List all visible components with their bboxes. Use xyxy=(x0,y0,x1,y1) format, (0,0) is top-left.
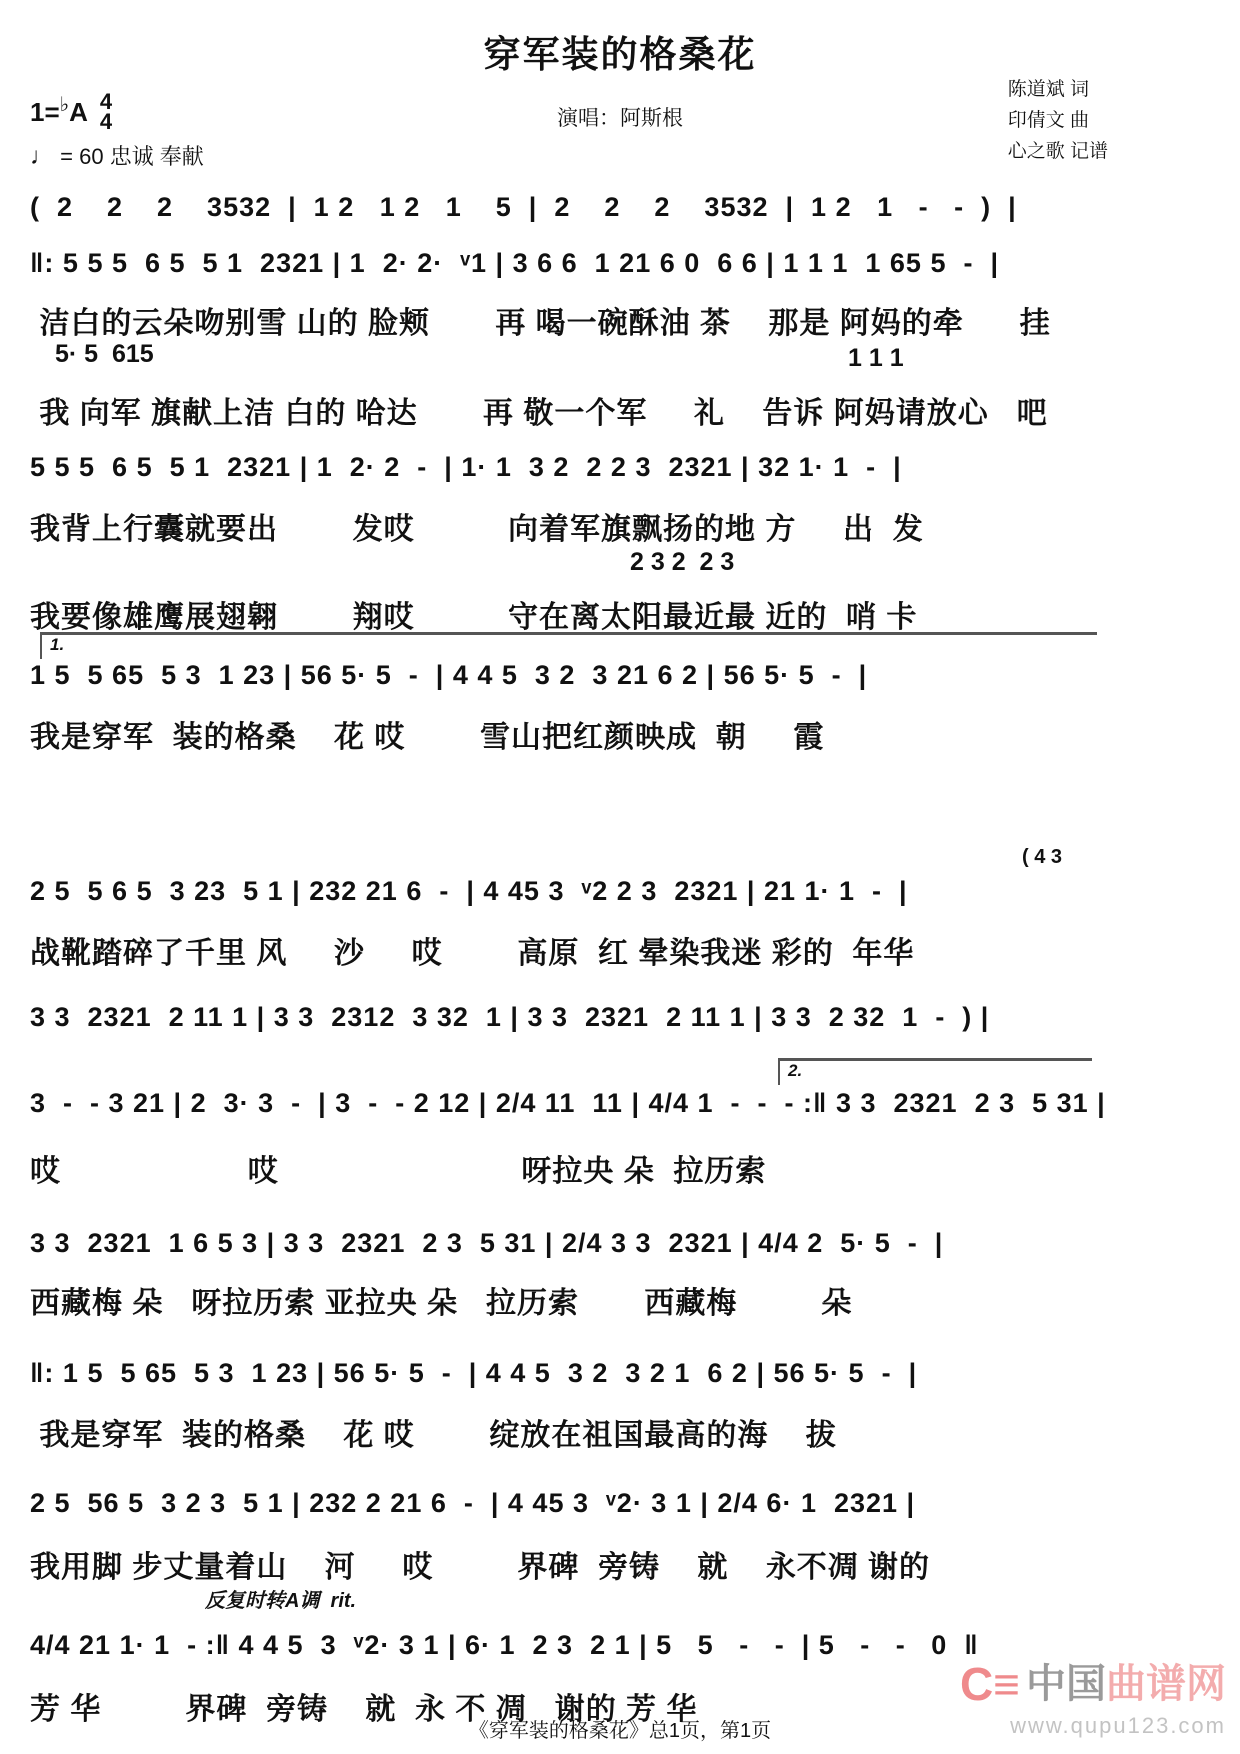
credit-lyricist: 陈道斌 词 xyxy=(1007,79,1089,100)
time-bottom: 4 xyxy=(99,109,113,134)
notation-line-intro: ( 2 2 2 3532 | 1 2 1 2 1 5 | 2 2 2 3532 | 1 2 1 - - ) | xyxy=(30,192,1017,222)
key-tonic: A xyxy=(69,96,88,127)
repeat-key-change-annotation: 反复时转A调 rit. xyxy=(205,1590,357,1612)
notation-line-3: 5 5 5 6 5 5 1 2321 | 1 2· 2 - | 1· 1 3 2 2 2 3 2321 | 32 1· 1 - | xyxy=(30,452,902,482)
watermark-url[interactable]: www.qupu123.com xyxy=(1010,1713,1226,1738)
lyrics-line-9: 西藏梅 朵 呀拉历索 亚拉央 朵 拉历索 西藏梅 朵 xyxy=(30,1287,853,1320)
watermark-brand-cn1: 中国 xyxy=(1026,1662,1106,1706)
page-info: 《穿军装的格桑花》总1页，第1页 xyxy=(468,1720,772,1742)
lyrics-line-1: 洁白的云朵吻别雪 山的 脸颊 再 喝一碗酥油 茶 那是 阿妈的牵 挂 xyxy=(30,307,1051,340)
pickup-notes-center: 2 3 2 2 3 xyxy=(630,548,735,576)
pickup-notes-right: 1 1 1 xyxy=(848,344,904,372)
key-prefix: 1= xyxy=(30,96,60,127)
credit-composer: 印倩文 曲 xyxy=(1007,110,1089,131)
lyrics-line-4: 我要像雄鹰展翅翱 翔哎 守在离太阳最近最 近的 哨 卡 xyxy=(30,601,918,634)
qupu-logo-icon: C≡ xyxy=(959,1658,1020,1710)
notation-line-12: 4/4 21 1· 1 - :‖ 4 4 5 3 ᵛ2· 3 1 | 6· 1 2 3 2 1 | 5 5 - - | 5 - - 0 ‖ xyxy=(30,1630,979,1660)
lyrics-line-12: 芳 华 界碑 旁铸 就 永 不 凋 谢的 芳 华 xyxy=(30,1693,698,1726)
song-title: 穿军装的格桑花 xyxy=(483,34,757,75)
tempo-value: = 60 xyxy=(60,144,104,169)
pickup-notes-left: 5· 5 615 xyxy=(55,340,154,368)
volta-2-label: 2. xyxy=(788,1061,803,1080)
lyrics-line-2: 我 向军 旗献上洁 白的 哈达 再 敬一个军 礼 告诉 阿妈请放心 吧 xyxy=(30,397,1048,430)
notation-line-6: 2 5 5 6 5 3 23 5 1 | 232 21 6 - | 4 45 3 ᵛ2 2 3 2321 | 21 1· 1 - | xyxy=(30,876,908,906)
lyrics-line-8: 哎 哎 呀拉央 朵 拉历索 xyxy=(30,1155,767,1188)
lyrics-line-5: 我是穿军 装的格桑 花 哎 雪山把红颜映成 朝 霞 xyxy=(30,721,825,754)
lyrics-line-10: 我是穿军 装的格桑 花 哎 绽放在祖国最高的海 拔 xyxy=(30,1419,837,1452)
volta-bracket-1 xyxy=(40,632,1097,659)
time-top: 4 xyxy=(99,89,113,114)
lyrics-line-11: 我用脚 步丈量着山 河 哎 界碑 旁铸 就 永不凋 谢的 xyxy=(30,1551,931,1584)
volta-1-label: 1. xyxy=(50,635,65,654)
notation-line-interlude: 3 3 2321 2 11 1 | 3 3 2312 3 32 1 | 3 3 2321 2 11 1 | 3 3 2 32 1 - ) | xyxy=(30,1002,990,1032)
watermark-brand-cn2: 曲谱网 xyxy=(1106,1662,1226,1706)
notation-line-8: 3 - - 3 21 | 2 3· 3 - | 3 - - 2 12 | 2/4 11 11 | 4/4 1 - - - :‖ 3 3 2321 2 3 5 31 | xyxy=(30,1088,1106,1118)
grace-note-annotation: ( 4 3 xyxy=(1022,846,1063,868)
performer-line: 演唱：阿斯根 xyxy=(557,107,683,130)
notation-line-5: 1 5 5 65 5 3 1 23 | 56 5· 5 - | 4 4 5 3 2 3 21 6 2 | 56 5· 5 - | xyxy=(30,660,868,690)
credit-transcriber: 心之歌 记谱 xyxy=(1007,141,1108,162)
watermark xyxy=(959,1658,1226,1746)
notation-line-11: 2 5 56 5 3 2 3 5 1 | 232 2 21 6 - | 4 45 3 ᵛ2· 3 1 | 2/4 6· 1 2321 | xyxy=(30,1488,916,1518)
tempo-words: 忠诚 奉献 xyxy=(109,144,204,169)
notation-line-1: ‖: 5 5 5 6 5 5 1 2321 | 1 2· 2· ᵛ1 | 3 6 6 1 21 6 0 6 6 | 1 1 1 1 65 5 - | xyxy=(30,248,1000,278)
lyrics-line-6: 战靴踏碎了千里 风 沙 哎 高原 红 晕染我迷 彩的 年华 xyxy=(30,937,915,970)
volta-bracket-2 xyxy=(778,1058,1092,1085)
notation-line-10: ‖: 1 5 5 65 5 3 1 23 | 56 5· 5 - | 4 4 5 3 2 3 2 1 6 2 | 56 5· 5 - | xyxy=(30,1358,918,1388)
flat-icon: ♭ xyxy=(59,93,70,116)
tempo-marking xyxy=(30,140,204,171)
lyrics-line-3: 我背上行囊就要出 发哎 向着军旗飘扬的地 方 出 发 xyxy=(30,513,924,546)
quarter-note-icon: ♩ xyxy=(30,143,54,170)
notation-line-9: 3 3 2321 1 6 5 3 | 3 3 2321 2 3 5 31 | 2/4 3 3 2321 | 4/4 2 5· 5 - | xyxy=(30,1228,944,1258)
